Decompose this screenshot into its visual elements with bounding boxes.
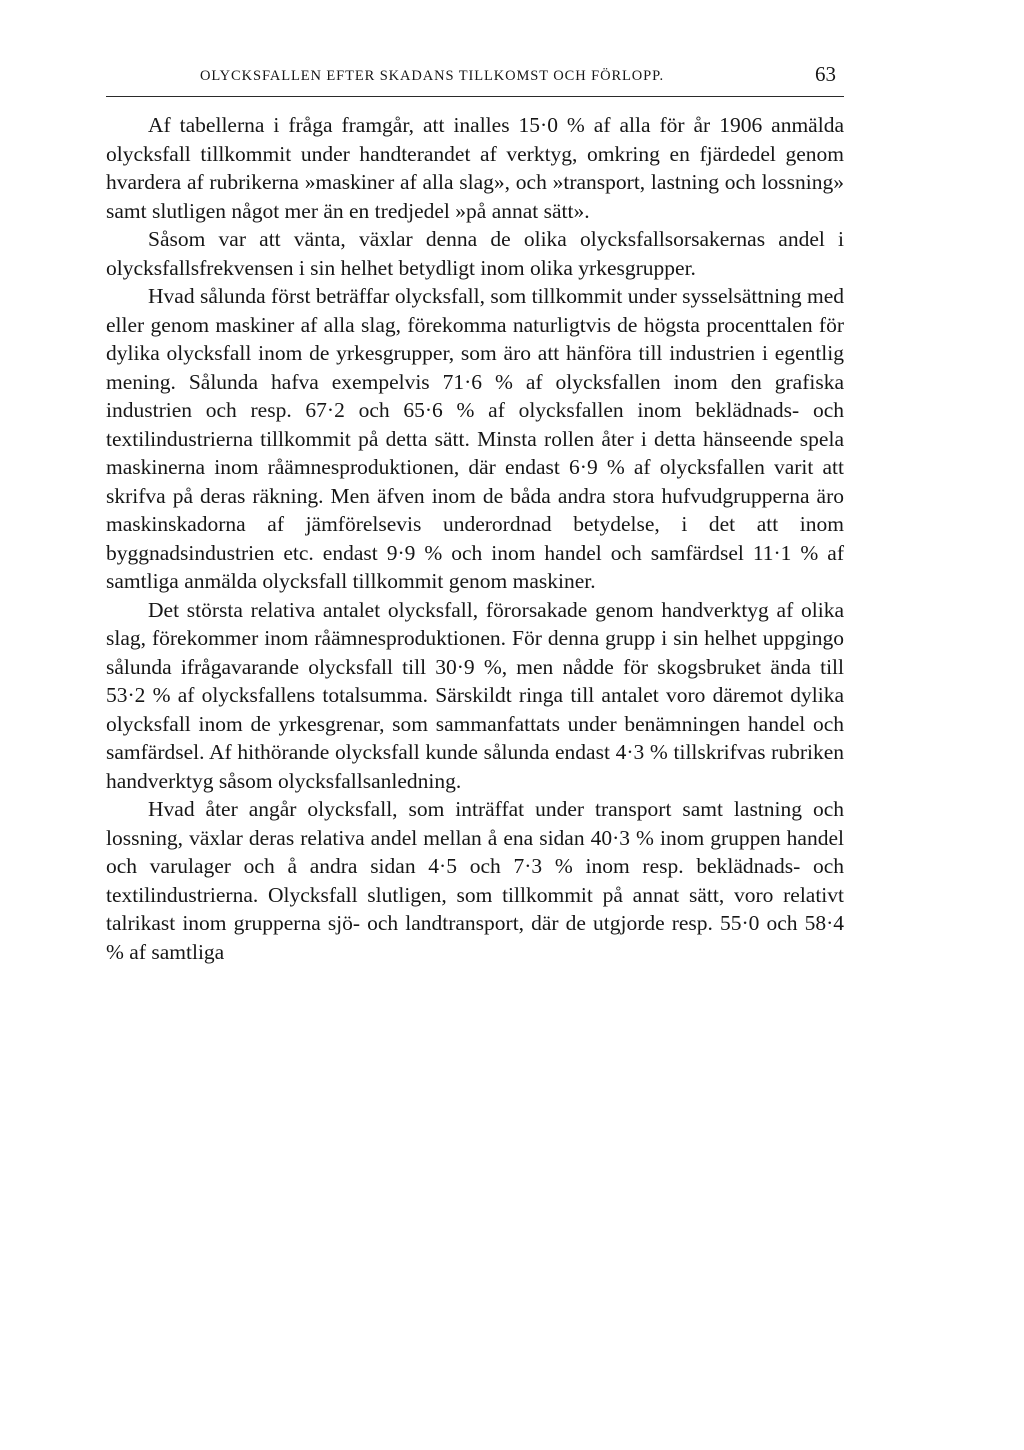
paragraph: Hvad sålunda först beträffar olycksfall, som tillkommit under sysselsättning med eller genom maskiner af alla slag, förekomma naturligtvis de högsta procenttalen för dylika olycksfall inom de yrkesgrupper, som äro att hänföra till industrien i egentlig mening. Sålunda hafva exempelvis 71·6 % af olycksfallen inom den grafiska industrien och resp. 67·2 och 65·6 % af olycksfallen inom beklädnads- och textilindustrierna tillkommit på detta sätt. Minsta rollen åter i detta hänseende spela maskinerna inom råämnesproduktionen, där endast 6·9 % af olycksfallen varit att skrifva på deras räkning. Men äfven inom de båda andra stora hufvudgrupperna äro maskinskadorna af jämförelsevis underordnad betydelse, i det att inom byggnadsindustrien etc. endast 9·9 % och inom handel och samfärdsel 11·1 % af samtliga anmälda olycksfall tillkommit genom maskiner. [106,284,844,593]
running-header [106,62,844,97]
page-number: 63 [815,62,836,86]
running-title: OLYCKSFALLEN EFTER SKADANS TILLKOMST OCH FÖRLOPP. [200,68,665,84]
paragraph: Af tabellerna i fråga framgår, att inalles 15·0 % af alla för år 1906 anmälda olycksfall tillkommit under handterandet af verktyg, omkring en fjärdedel genom hvardera af rubrikerna »maskiner af alla slag», och »transport, lastning och lossning» samt slutligen något mer än en tredjedel »på annat sätt». [106,113,844,223]
paragraph: Såsom var att vänta, växlar denna de olika olycksfallsorsakernas andel i olycksfallsfrekvensen i sin helhet betydligt inom olika yrkesgrupper. [106,227,844,280]
paragraph: Hvad åter angår olycksfall, som inträffat under transport samt lastning och lossning, växlar deras relativa andel mellan å ena sidan 40·3 % inom gruppen handel och varulager och å andra sidan 4·5 och 7·3 % inom resp. beklädnads- och textilindustrierna. Olycksfall slutligen, som tillkommit på annat sätt, voro relativt talrikast inom grupperna sjö- och landtransport, där de utgjorde resp. 55·0 och 58·4 % af samtliga [106,797,844,964]
body-text [106,111,844,966]
book-page [106,62,844,966]
paragraph: Det största relativa antalet olycksfall, förorsakade genom handverktyg af olika slag, förekommer inom råämnesproduktionen. För denna grupp i sin helhet uppgingo sålunda ifrågavarande olycksfall till 30·9 %, men nådde för skogsbruket ända till 53·2 % af olycksfallens totalsumma. Särskildt ringa till antalet voro däremot dylika olycksfall inom de yrkesgrenar, som sammanfattats under benämningen handel och samfärdsel. Af hithörande olycksfall kunde sålunda endast 4·3 % tillskrifvas rubriken handverktyg såsom olycksfallsanledning. [106,597,844,793]
